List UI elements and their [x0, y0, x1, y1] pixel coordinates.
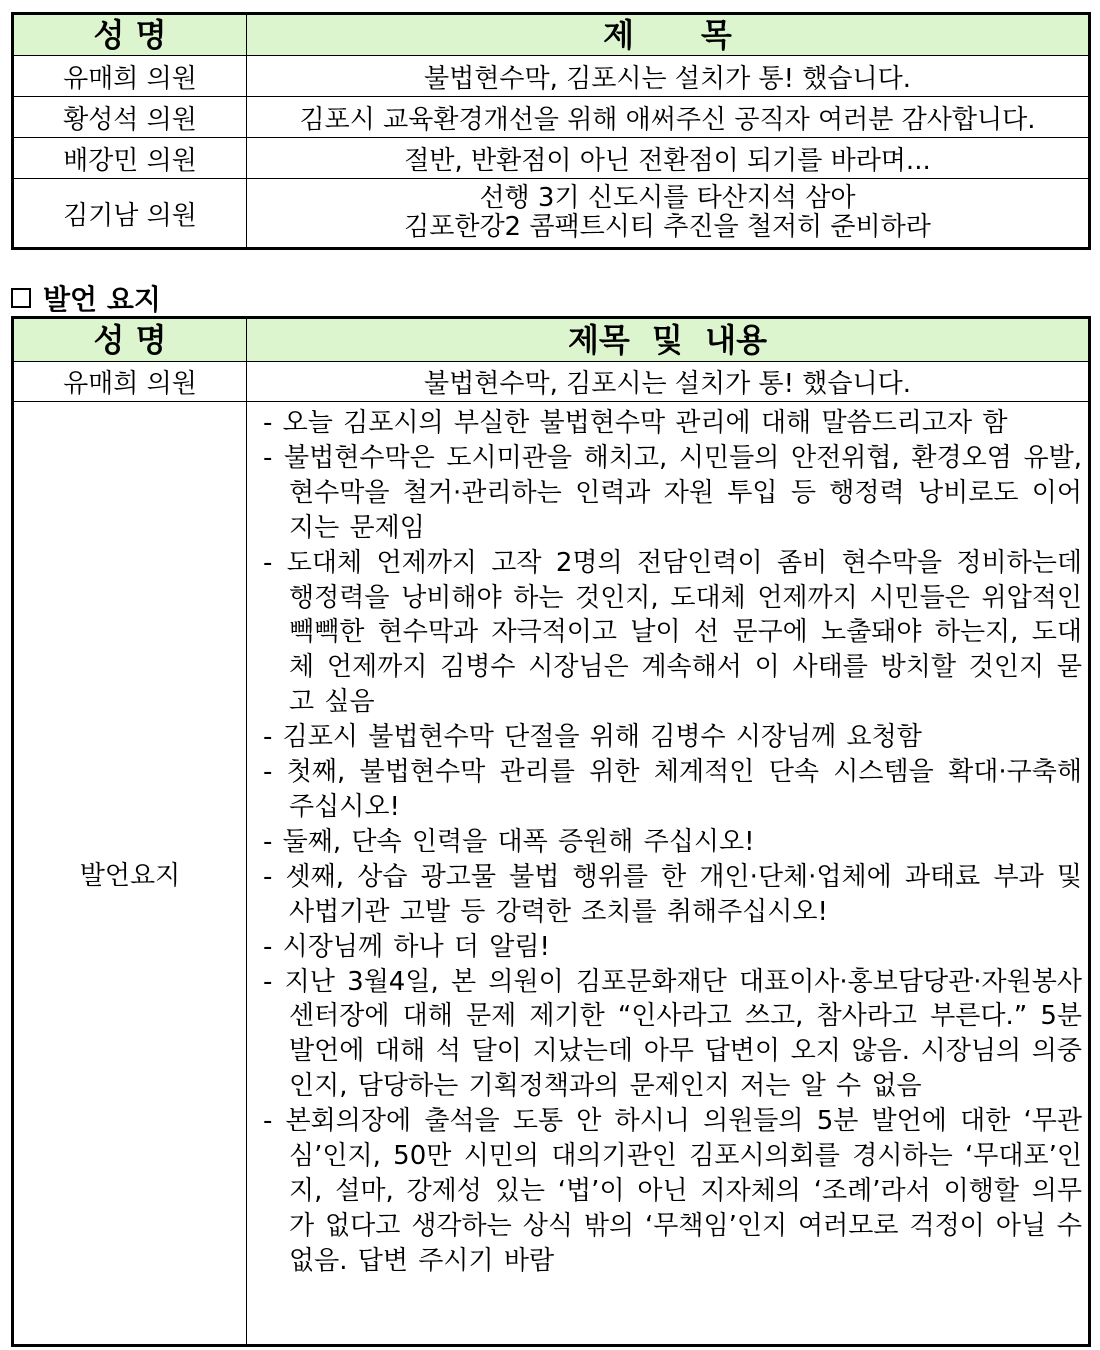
speech-title: 불법현수막, 김포시는 설치가 통! 했습니다. — [247, 56, 1090, 97]
speech-title-line: 김포한강2 콤팩트시티 추진을 철저히 준비하라 — [404, 212, 931, 242]
member-name: 배강민 의원 — [13, 138, 247, 179]
checkbox-icon — [11, 288, 31, 308]
table-row — [13, 138, 1090, 179]
summary-item: - 셋째, 상습 광고물 불법 행위를 한 개인·단체·업체에 과태료 부과 및 사법기관 고발 등 강력한 조치를 취해주십시오! — [263, 861, 1082, 927]
header-title: 제 목 — [247, 14, 1090, 56]
speech-title — [247, 179, 1090, 249]
summary-item: - 김포시 불법현수막 단절을 위해 김병수 시장님께 요청함 — [263, 722, 922, 753]
summary-item: - 첫째, 불법현수막 관리를 위한 체계적인 단속 시스템을 확대·구축해 주십시오! — [263, 757, 1082, 822]
speech-title-line: 선행 3기 신도시를 타산지석 삼아 — [479, 183, 856, 213]
summary-label: 발언요지 — [13, 402, 247, 1346]
member-name: 유매희 의원 — [13, 362, 247, 402]
table-header-row — [13, 318, 1090, 362]
summary-content — [247, 402, 1090, 1346]
cropped-heading — [12, 0, 352, 6]
member-name: 황성석 의원 — [13, 97, 247, 138]
table-header-row — [13, 14, 1090, 56]
section-heading — [11, 278, 161, 318]
member-name: 유매희 의원 — [13, 56, 247, 97]
table-row — [13, 402, 1090, 1346]
summary-item: - 불법현수막은 도시미관을 해치고, 시민들의 안전위협, 환경오염 유발, 현수막을 철거·관리하는 인력과 자원 투입 등 행정력 낭비로도 이어지는 문제임 — [263, 442, 1082, 543]
speech-title: 김포시 교육환경개선을 위해 애써주신 공직자 여러분 감사합니다. — [247, 97, 1090, 138]
summary-item: - 둘째, 단속 인력을 대폭 증원해 주십시오! — [263, 826, 755, 857]
speech-summary-table — [11, 316, 1091, 1347]
table-row — [13, 179, 1090, 249]
summary-item: - 본회의장에 출석을 도통 안 하시니 의원들의 5분 발언에 대한 ‘무관심’인지, 50만 시민의 대의기관인 김포시의회를 경시하는 ‘무대포’인지, 설마, 강제성 있는 ‘법’이 아닌 지자체의 ‘조례’라서 이행할 의무가 없다고 생각하는 상식 밖의 ‘무책임’인지 여러모로 걱정이 아닐 수 없음. 답변 주시기 바람 — [263, 1106, 1082, 1276]
section-title: 발언 요지 — [43, 283, 161, 316]
header-name: 성 명 — [13, 318, 247, 362]
table-row — [13, 97, 1090, 138]
speech-list-table — [11, 12, 1091, 250]
header-name: 성 명 — [13, 14, 247, 56]
speech-title: 절반, 반환점이 아닌 전환점이 되기를 바라며... — [247, 138, 1090, 179]
summary-item: - 도대체 언제까지 고작 2명의 전담인력이 좀비 현수막을 정비하는데 행정력을 낭비해야 하는 것인지, 도대체 언제까지 시민들은 위압적인 빽빽한 현수막과 자극적이고 날이 선 문구에 노출돼야 하는지, 도대체 언제까지 김병수 시장님은 계속해서 이 사태를 방치할 것인지 묻고 싶음 — [263, 547, 1082, 718]
summary-item: - 오늘 김포시의 부실한 불법현수막 관리에 대해 말씀드리고자 함 — [263, 408, 1008, 438]
summary-item: - 지난 3월4일, 본 의원이 김포문화재단 대표이사·홍보담당관·자원봉사센터장에 대해 문제 제기한 “인사라고 쓰고, 참사라고 부른다.” 5분 발언에 대해 석 달이 지났는데 아무 답변이 오지 않음. 시장님의 의중인지, 담당하는 기획정책과의 문제인지 저는 알 수 없음 — [263, 966, 1082, 1102]
summary-item: - 시장님께 하나 더 알림! — [263, 931, 550, 962]
member-name: 김기남 의원 — [13, 179, 247, 249]
table-row — [13, 56, 1090, 97]
speech-title: 불법현수막, 김포시는 설치가 통! 했습니다. — [247, 362, 1090, 402]
header-title: 제목 및 내용 — [247, 318, 1090, 362]
table-row — [13, 362, 1090, 402]
